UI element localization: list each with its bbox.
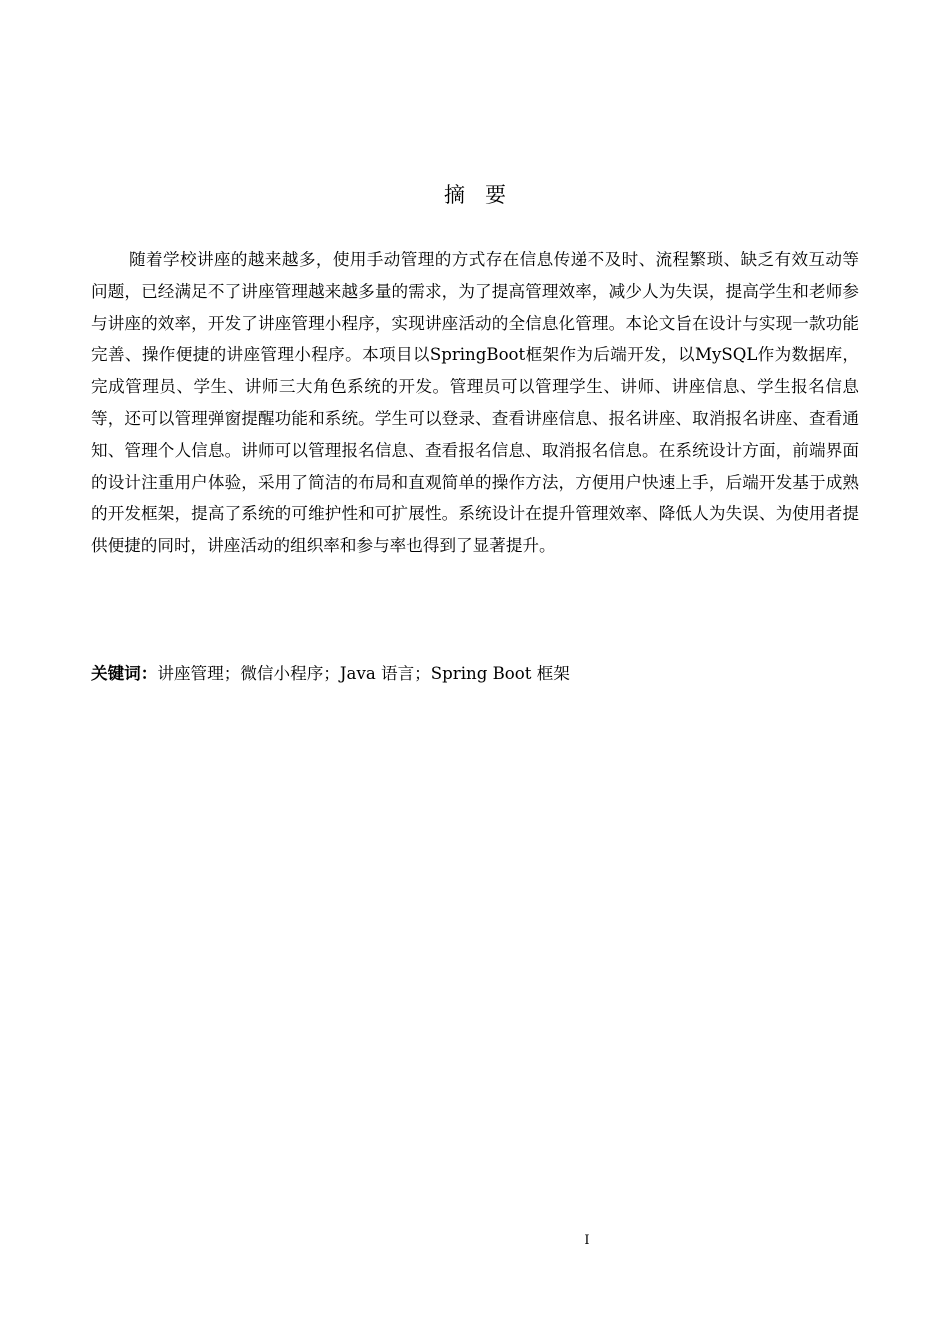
keywords-label: 关键词： xyxy=(91,664,158,683)
keywords-line xyxy=(91,659,859,689)
page-number: I xyxy=(584,1233,590,1248)
keywords-text: 讲座管理；微信小程序；Java 语言；Spring Boot 框架 xyxy=(157,664,570,683)
abstract-body: 随着学校讲座的越来越多，使用手动管理的方式存在信息传递不及时、流程繁琐、缺乏有效互动等问题，已经满足不了讲座管理越来越多量的需求，为了提高管理效率，减少人为失误，提高学生和老师参与讲座的效率，开发了讲座管理小程序，实现讲座活动的全信息化管理。本论文旨在设计与实现一款功能完善、操作便捷的讲座管理小程序。本项目以SpringBoot框架作为后端开发，以MySQL作为数据库，完成管理员、学生、讲师三大角色系统的开发。管理员可以管理学生、讲师、讲座信息、学生报名信息等，还可以管理弹窗提醒功能和系统。学生可以登录、查看讲座信息、报名讲座、取消报名讲座、查看通知、管理个人信息。讲师可以管理报名信息、查看报名信息、取消报名信息。在系统设计方面，前端界面的设计注重用户体验，采用了简洁的布局和直观简单的操作方法，方便用户快速上手，后端开发基于成熟的开发框架，提高了系统的可维护性和可扩展性。系统设计在提升管理效率、降低人为失误、为使用者提供便捷的同时，讲座活动的组织率和参与率也得到了显著提升。 xyxy=(91,250,859,556)
abstract-heading: 摘要 xyxy=(444,183,526,207)
